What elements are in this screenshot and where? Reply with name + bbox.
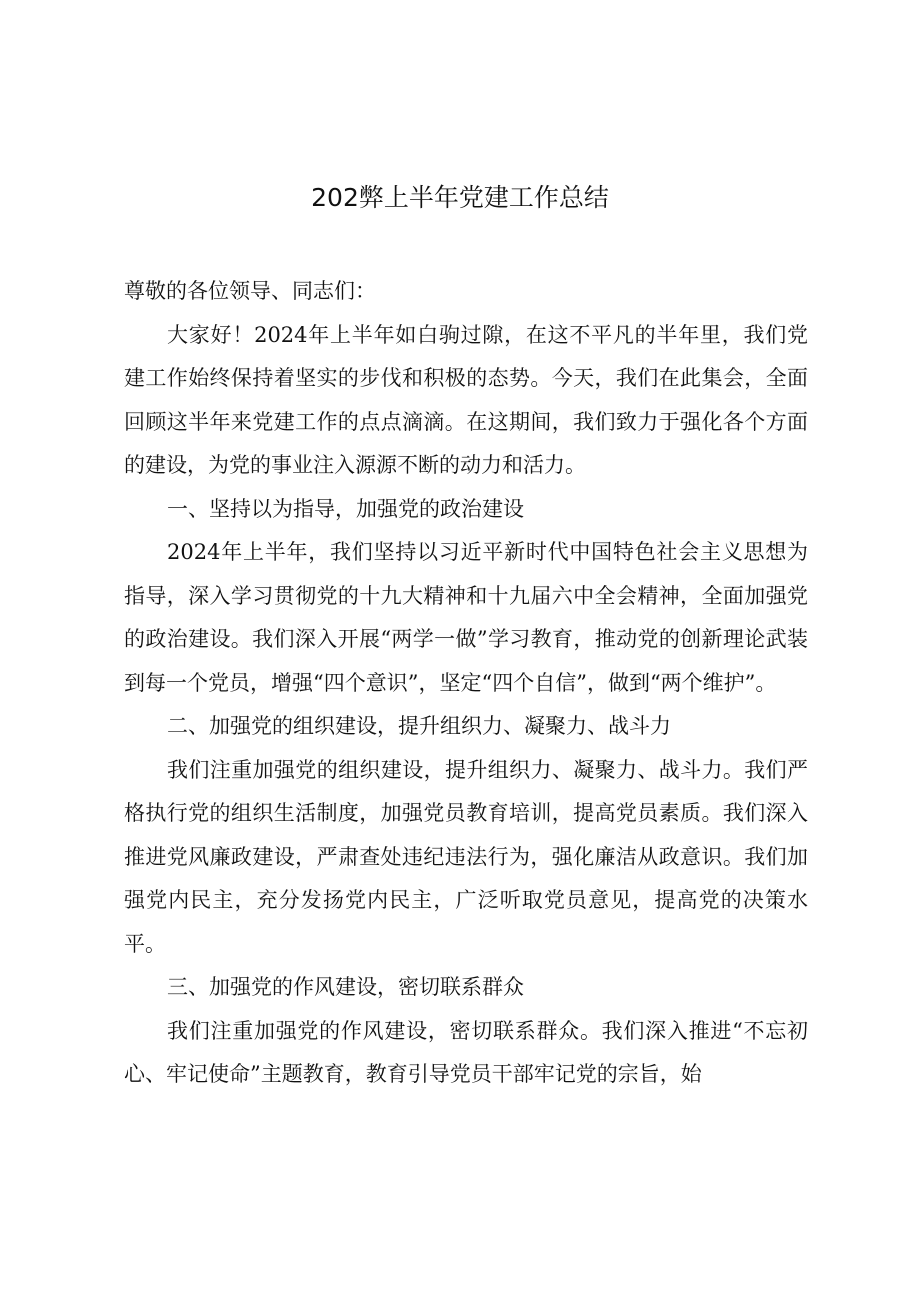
paragraph-section-1: 2024年上半年，我们坚持以习近平新时代中国特色社会主义思想为指导，深入学习贯彻党的十九大精神和十九届六中全会精神，全面加强党的政治建设。我们深入开展“两学一做”学习教育，推动党的创新理论武装到每一个党员，增强“四个意识”，坚定“四个自信”，做到“两个维护”。 bbox=[124, 540, 808, 695]
salutation: 尊敬的各位领导、同志们： bbox=[124, 279, 376, 303]
section-heading-3: 三、加强党的作风建设，密切联系群众 bbox=[167, 975, 525, 999]
paragraph-section-2: 我们注重加强党的组织建设，提升组织力、凝聚力、战斗力。我们严格执行党的组织生活制度，加强党员教育培训，提高党员素质。我们深入推进党风廉政建设，严肃查处违纪违法行为，强化廉洁从政意识。我们加强党内民主，充分发扬党内民主，广泛听取党员意见，提高党的决策水平。 bbox=[124, 757, 808, 956]
section-heading-1: 一、坚持以为指导，加强党的政治建设 bbox=[167, 496, 525, 521]
document-body bbox=[124, 270, 808, 1097]
document-title: 202弊上半年党建工作总结 bbox=[311, 183, 609, 212]
paragraph-section-3: 我们注重加强党的作风建设，密切联系群众。我们深入推进“不忘初心、牢记使命”主题教育，教育引导党员干部牢记党的宗旨，始 bbox=[124, 1018, 808, 1086]
paragraph-intro: 大家好！2024年上半年如白驹过隙，在这不平凡的半年里，我们党建工作始终保持着坚实的步伐和积极的态势。今天，我们在此集会，全面回顾这半年来党建工作的点点滴滴。在这期间，我们致力于强化各个方面的建设，为党的事业注入源源不断的动力和活力。 bbox=[124, 322, 808, 477]
section-heading-2: 二、加强党的组织建设，提升组织力、凝聚力、战斗力 bbox=[167, 714, 672, 738]
